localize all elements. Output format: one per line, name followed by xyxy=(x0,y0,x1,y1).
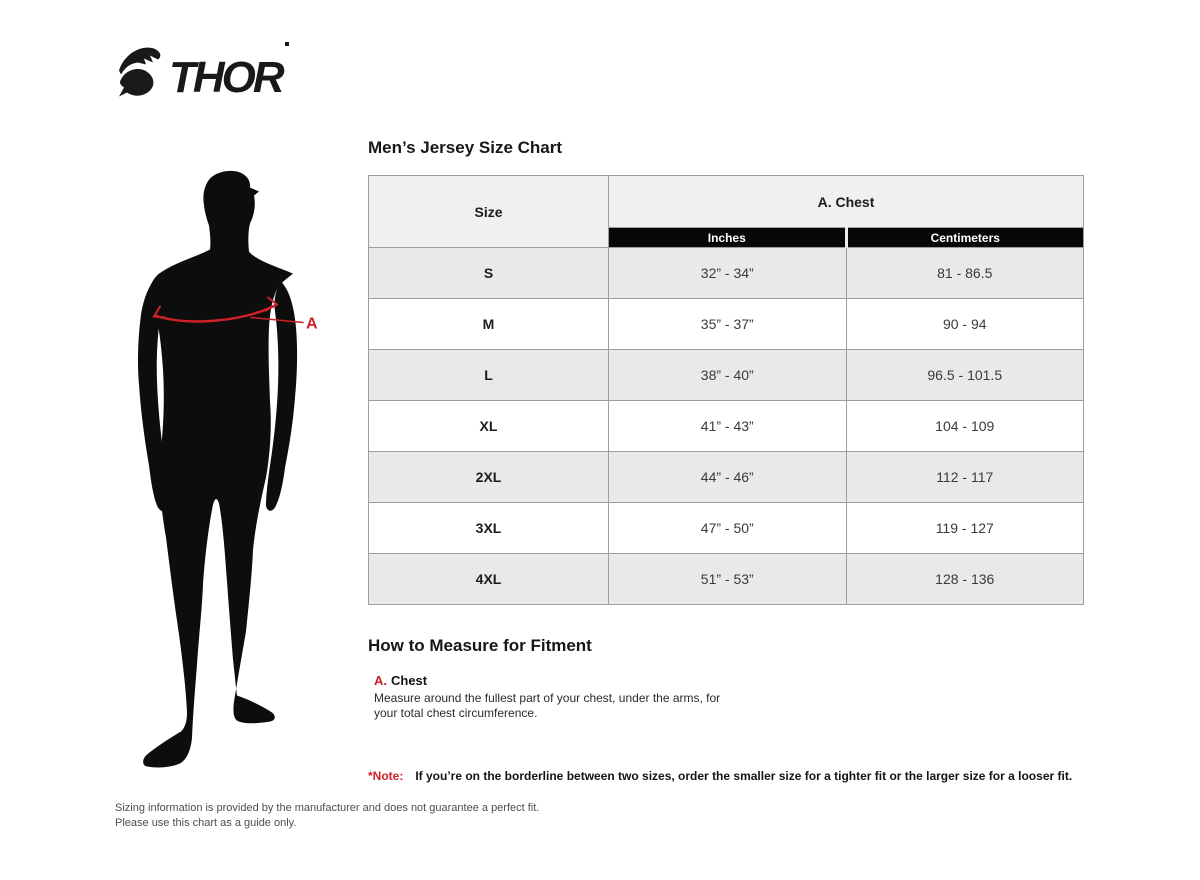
measure-item-chest xyxy=(374,673,746,721)
note-text: If you’re on the borderline between two sizes, order the smaller size for a tighter fit or the larger size for a looser fit. xyxy=(415,769,1073,783)
inches-cell: 35” - 37” xyxy=(609,299,847,350)
size-cell: L xyxy=(369,350,609,401)
size-cell: XL xyxy=(369,401,609,452)
cm-cell: 90 - 94 xyxy=(846,299,1084,350)
measurement-label-a: A xyxy=(306,315,318,333)
column-header-chest: A. Chest xyxy=(609,176,1084,228)
cm-cell: 81 - 86.5 xyxy=(846,248,1084,299)
thor-goat-icon xyxy=(115,42,165,100)
table-row-s xyxy=(369,248,1084,299)
disclaimer-line-2: Please use this chart as a guide only. xyxy=(115,817,297,829)
inches-cell: 32” - 34” xyxy=(609,248,847,299)
measure-item-letter: A. xyxy=(374,673,387,688)
table-row-l xyxy=(369,350,1084,401)
table-row-3xl xyxy=(369,503,1084,554)
size-table xyxy=(368,175,1084,605)
measure-item-name: Chest xyxy=(391,673,428,688)
column-header-size: Size xyxy=(369,176,609,248)
size-cell: 2XL xyxy=(369,452,609,503)
inches-cell: 47” - 50” xyxy=(609,503,847,554)
brand-logo-text: THOR xyxy=(169,53,282,102)
measure-item-title xyxy=(374,673,746,688)
size-cell: 4XL xyxy=(369,554,609,605)
brand-logo xyxy=(115,42,289,100)
size-cell: S xyxy=(369,248,609,299)
table-row-2xl xyxy=(369,452,1084,503)
brand-logo-dot xyxy=(285,42,289,46)
body-silhouette-figure xyxy=(133,168,328,781)
inches-cell: 38” - 40” xyxy=(609,350,847,401)
measure-item-description: Measure around the fullest part of your chest, under the arms, for your total chest circumference. xyxy=(374,691,721,720)
cm-cell: 112 - 117 xyxy=(846,452,1084,503)
column-header-centimeters: Centimeters xyxy=(846,228,1084,248)
column-header-inches: Inches xyxy=(609,228,847,248)
table-row-xl xyxy=(369,401,1084,452)
measure-section-heading: How to Measure for Fitment xyxy=(368,636,592,655)
cm-cell: 128 - 136 xyxy=(846,554,1084,605)
cm-cell: 119 - 127 xyxy=(846,503,1084,554)
inches-cell: 51” - 53” xyxy=(609,554,847,605)
table-row-m xyxy=(369,299,1084,350)
size-cell: 3XL xyxy=(369,503,609,554)
cm-cell: 104 - 109 xyxy=(846,401,1084,452)
disclaimer-line-1: Sizing information is provided by the manufacturer and does not guarantee a perfect fit. xyxy=(115,802,540,814)
size-chart-title: Men’s Jersey Size Chart xyxy=(368,138,563,157)
cm-cell: 96.5 - 101.5 xyxy=(846,350,1084,401)
note-label: *Note: xyxy=(368,769,404,783)
table-row-4xl xyxy=(369,554,1084,605)
inches-cell: 41” - 43” xyxy=(609,401,847,452)
disclaimer xyxy=(115,801,539,831)
size-cell: M xyxy=(369,299,609,350)
inches-cell: 44” - 46” xyxy=(609,452,847,503)
sizing-note xyxy=(368,769,1072,783)
